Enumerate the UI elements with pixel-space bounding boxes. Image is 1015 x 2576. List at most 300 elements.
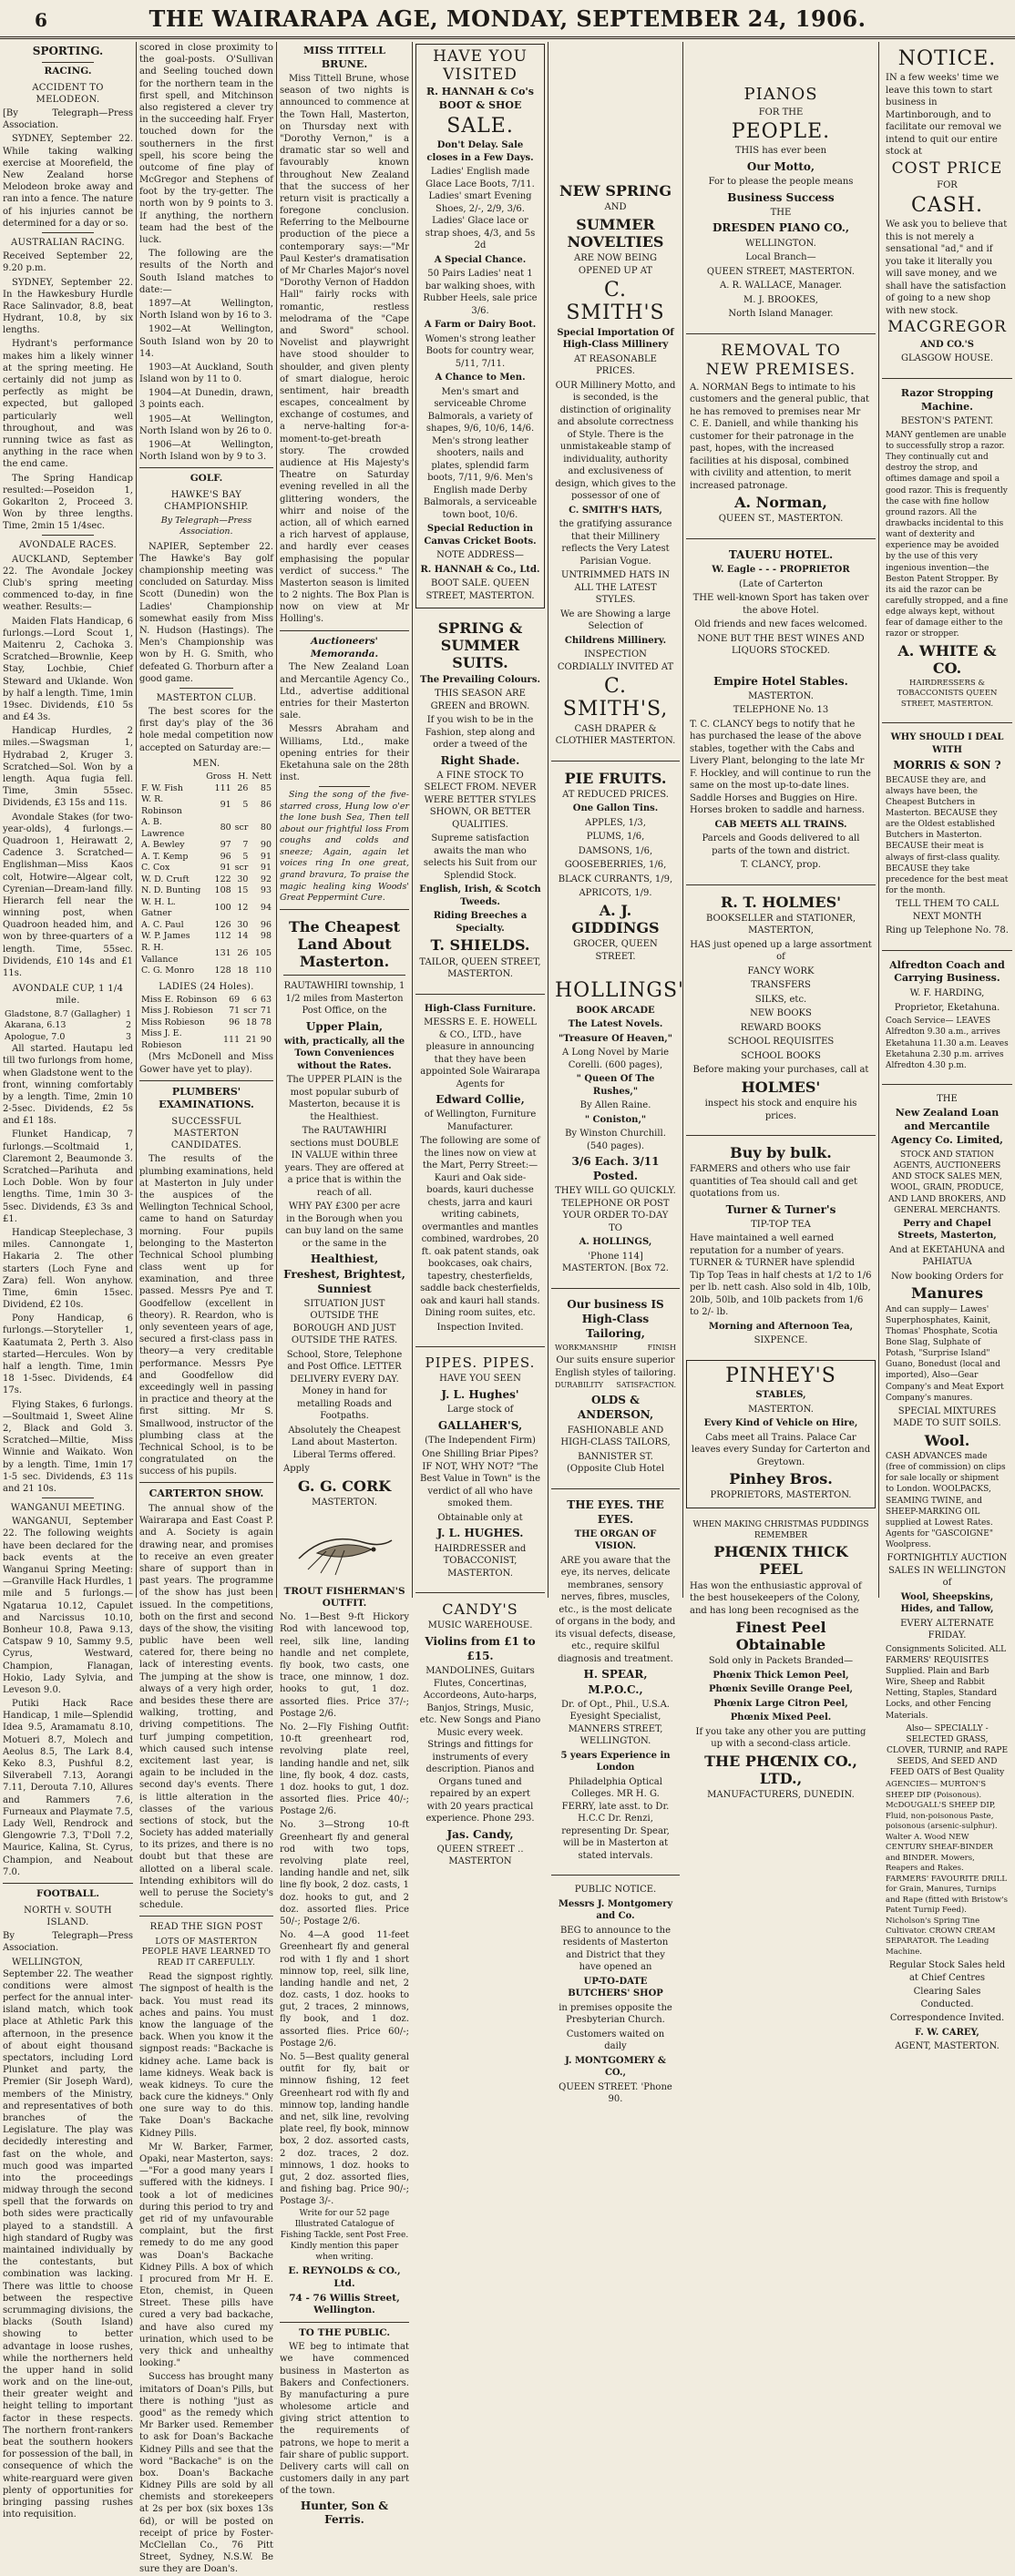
ad-highlight: Wool, Sheepskins, Hides, and Tallow, bbox=[900, 1591, 994, 1615]
player-cell: A. Bewley bbox=[141, 840, 185, 851]
ad-headline: Buy by bulk. bbox=[730, 1144, 832, 1162]
player-cell: W. D. Cruft bbox=[141, 874, 190, 884]
label: DURABILITY bbox=[555, 1381, 604, 1390]
list-item: REWARD BOOKS bbox=[740, 1022, 822, 1033]
ad-name: New Zealand Loan and Mercantile Agency Co. Limited, bbox=[890, 1107, 1004, 1147]
ad-address: GROCER, QUEEN STREET. bbox=[573, 939, 658, 962]
column-ads-3 bbox=[683, 42, 878, 1801]
ad-name: Turner & Turner's bbox=[725, 1202, 836, 1216]
horse-cell: Akarana, 6.13 bbox=[5, 1020, 67, 1031]
ad-headline: PEOPLE. bbox=[731, 120, 831, 144]
ad-text: FOR THE bbox=[758, 107, 804, 118]
ad-name: OLDS & ANDERSON, bbox=[577, 1394, 654, 1422]
score-cell: 30 bbox=[237, 919, 249, 930]
article-text: SYDNEY, September 22. In the Hawkesbury Hurdle Race Salinvador, 8.8, beat Hydrant, 10.8, by six lengths. bbox=[3, 277, 133, 336]
score-cell: 78 bbox=[260, 1017, 272, 1027]
score-cell: scr bbox=[234, 863, 249, 874]
result-line: 1903—At Auckland, South Island won by 11 to 0. bbox=[139, 362, 273, 385]
divider bbox=[280, 630, 409, 631]
divider bbox=[551, 1288, 680, 1289]
ad-text: AGENCIES— MURTON'S SHEEP DIP (Poisonous). McDOUGALL'S SHEEP DIP, Fluid, non-poisonous Paste, poisonous (arsenic-sulphur). Walter A. Wood NEW CENTURY SHEAF-BINDER and BINDER. Mowers, Reapers and Rakes. FARMERS' FAVOURITE DRILL for Grain, Manures, Turnips and Rape (fitted with Bristow's Patent Turnip Feed). Nicholson's Spring Tine Cultivator. CROWN CREAM SEPARATOR. The Leading Machine. bbox=[886, 1780, 1008, 1957]
place-cell: 1 bbox=[125, 1008, 131, 1019]
ad-text: By Winston Churchill. (540 pages). bbox=[565, 1129, 666, 1151]
ad-highlight: Healthiest, Freshest, Brightest, Sunniest bbox=[283, 1252, 405, 1295]
ad-text: THE well-known Sport has taken over the above Hotel. bbox=[692, 593, 869, 616]
table-row bbox=[139, 874, 273, 886]
divider bbox=[280, 909, 409, 910]
subsection-heading: GOLF. bbox=[190, 473, 223, 485]
ad-text: North Island Manager. bbox=[728, 309, 834, 320]
score-cell: 100 bbox=[214, 903, 231, 914]
ad-text: BESTON'S PATENT. bbox=[900, 416, 994, 427]
ad-text: By Allen Raine. bbox=[579, 1100, 651, 1111]
column-golf bbox=[137, 42, 276, 2575]
score-cell: 92 bbox=[260, 874, 272, 884]
ad-address: QUEEN STREET, MASTERTON. bbox=[706, 266, 856, 277]
ad-address: PROPRIETORS, MASTERTON. bbox=[710, 1490, 852, 1501]
score-cell: 105 bbox=[254, 948, 272, 959]
divider bbox=[42, 62, 94, 63]
ad-name: MORRIS & SON ? bbox=[893, 759, 1001, 772]
ad-text: OUR Millinery Motto, and is seconded, is the distinction of originality and absolute correctness of Style. There is the unmistakeable stamp of individuality, authority and exclusiveness of design, which gives to the possessor of one of bbox=[555, 380, 676, 502]
ad-holmes bbox=[686, 890, 876, 1128]
ad-highlight: Finest Peel Obtainable bbox=[735, 1619, 826, 1654]
ad-address: MANUFACTURERS, DUNEDIN. bbox=[707, 1790, 855, 1801]
ad-text: THIS has ever been bbox=[734, 146, 827, 157]
ad-name: A. HOLLINGS, bbox=[579, 1237, 652, 1248]
ad-text: M. J. BROOKES, bbox=[743, 294, 818, 305]
score-cell: 5 bbox=[242, 851, 249, 862]
ad-text: Absolutely the Cheapest Land about Masterton. Liberal Terms offered. bbox=[288, 1425, 401, 1460]
ad-hannah bbox=[415, 44, 545, 608]
ad-text: One Shilling Briar Pipes? IF NOT, WHY NOT? "The Best Value in Town" is the verdict of all who have smoked them. bbox=[420, 1449, 540, 1509]
article-text: (Mrs McDonell and Miss Gower have yet to play). bbox=[139, 1052, 273, 1075]
ad-headline: PUBLIC NOTICE. bbox=[574, 1885, 657, 1896]
ad-text: TIP-TOP TEA bbox=[751, 1219, 811, 1230]
ad-highlight: Every Kind of Vehicle on Hire, bbox=[703, 1418, 858, 1429]
ad-headline: NEW PREMISES. bbox=[705, 361, 856, 380]
ad-text: Sold only in Packets Branded— bbox=[708, 1656, 854, 1667]
score-cell: 131 bbox=[214, 948, 231, 959]
list-item: SILKS, etc. bbox=[754, 994, 807, 1005]
divider bbox=[415, 994, 545, 995]
article-text: AUCKLAND, September 22. The Avondale Jockey Club's spring meeting commenced to-day, in fine weather. Results:— bbox=[3, 554, 133, 613]
score-cell: 126 bbox=[214, 919, 231, 930]
ad-highlight: Business Success bbox=[727, 190, 835, 204]
ad-name: G. G. CORK bbox=[297, 1477, 392, 1495]
table-row bbox=[139, 966, 273, 977]
ad-macgregor bbox=[882, 44, 1012, 371]
ad-note: Write for our 52 page Illustrated Catalogue of Fishing Tackle, sent Post Free. Kindly mention this paper when writing. bbox=[280, 2209, 409, 2262]
ad-highlight: Childrens Millinery. bbox=[564, 635, 667, 646]
ad-headline: COST PRICE bbox=[891, 158, 1003, 178]
ad-text: The RAUTAWHIRI sections must DOUBLE IN VALUE within three years. They are offered at a price that is within the reach of all. bbox=[284, 1126, 405, 1198]
product-item: No. 4—A good 11-feet Greenheart fly and general rod with 1 fly and 1 short minnow top, reel, silk line, landing handle and net, 2 doz. casts, 1 doz. hooks to gut, 2 traces, 2 minnows, fly book, and 1 doz. assorted flies. Price 60/-; Postage 2/6. bbox=[280, 1930, 409, 2049]
player-cell: A. B. Lawrence bbox=[141, 817, 185, 839]
ad-text: AND bbox=[604, 202, 627, 213]
ad-text: A FINE STOCK TO SELECT FROM. NEVER WERE BETTER STYLES SHOWN, OR BETTER QUALITIES. bbox=[424, 770, 537, 830]
ad-name: R. T. HOLMES' bbox=[720, 893, 842, 911]
product-item: No. 1—Best 9-ft Hickory Rod with lancewood top, reel, silk line, landing handle and net complete, fly book, two casts, one trace, one minnow, 1 doz. hooks to gut, 1 doz. assorted flies. Price 37/-; Postage 2/6. bbox=[280, 1612, 409, 1719]
article-text: The following are the results of the North and South Island matches to date:— bbox=[139, 249, 273, 295]
ad-highlight: Perry and Chapel Streets, Masterton, bbox=[897, 1218, 997, 1242]
ad-text: STABLES, bbox=[755, 1390, 806, 1401]
ad-headline: TROUT FISHERMAN'S OUTFIT. bbox=[283, 1585, 405, 1610]
ad-text: Men's smart and serviceable Chrome Balmorals, a variety of shapes, 9/6, 10/6, 14/6. Men's strong leather shooters, nails and plates, splendid farm boots, 7/11, 9/6. Men's English made Derby Balmorals, a serviceable town boot, 10/6. bbox=[423, 386, 538, 520]
score-cell: 80 bbox=[220, 823, 231, 833]
ad-name: J. L. Hughes' bbox=[441, 1387, 519, 1401]
score-cell: scr bbox=[234, 823, 249, 833]
ad-text: WHY PAY £300 per acre in the Borough when you can buy land on the same or the same in the bbox=[285, 1201, 404, 1249]
ad-name: R. HANNAH & Co's BOOT & SHOE bbox=[425, 86, 534, 111]
player-cell: W. H. L. Gatner bbox=[141, 896, 176, 919]
article-heading: ACCIDENT TO MELODEON. bbox=[32, 82, 104, 105]
cup-results-table bbox=[3, 1009, 133, 1044]
ad-headline: Our business IS High-Class Tailoring, bbox=[567, 1297, 664, 1341]
ad-morris bbox=[882, 728, 1012, 942]
result-line: 1905—At Wellington, North Island won by 26 to 0. bbox=[139, 414, 273, 436]
table-row bbox=[139, 794, 273, 817]
ad-smith bbox=[551, 179, 680, 753]
ad-text: Regular Stock Sales held at Chief Centres bbox=[888, 1960, 1006, 1983]
divider bbox=[686, 538, 876, 539]
ad-highlight: BOOK ARCADE bbox=[576, 1005, 655, 1016]
ladies-scores-table bbox=[139, 995, 273, 1052]
table-caption: MEN. bbox=[192, 758, 220, 769]
ad-text: Ladies' English made Glace Lace Boots, 7/11. Ladies' smart Evening Shoes, 2/-, 2/9, 3/6. Ladies' Glace lace or strap shoes, 4/3, and 5s 2d bbox=[425, 167, 536, 251]
divider bbox=[686, 884, 876, 885]
article-text: Handicap Hurdles, 2 miles.—Swagsman 1, Hydrabad 2, Kruger 3. Scratched—Sol. Won by a length. Aqua fugia fell. Time, 3min 55sec. Dividends, £3 15s and 11s. bbox=[3, 726, 133, 809]
score-cell: 128 bbox=[214, 966, 231, 976]
ad-address: HAIRDRESSERS & TOBACCONISTS QUEEN STREET, MASTERTON. bbox=[897, 678, 998, 709]
divider bbox=[882, 950, 1012, 951]
ad-text: HAVE YOU SEEN bbox=[439, 1374, 521, 1385]
ad-highlight: A Special Chance. bbox=[434, 254, 527, 265]
ad-text: We ask you to believe that this is not merely a sensational "ad," and if you take it literally you will save money, and we shall have the satisfaction of going to a new shop with new stock. bbox=[886, 220, 1008, 316]
ad-text: SPECIAL MIXTURES MADE TO SUIT SOILS. bbox=[893, 1406, 1001, 1429]
ad-text: Old friends and new faces welcomed. bbox=[694, 619, 867, 630]
divider bbox=[686, 333, 876, 334]
table-row bbox=[3, 1009, 133, 1021]
table-row bbox=[139, 920, 273, 932]
article-text: All started. Hautapu led till two furlongs from home, when Gladstone went to the front, winning comfortably by a length. Time, 2min 10 2-5sec. Dividends, £2 5s and £1 18s. bbox=[3, 1044, 133, 1127]
ad-text: MESSRS E. E. HOWELL & CO., LTD., have pleasure in announcing that they have been appointed Sole Wairarapa Agents for bbox=[420, 1017, 540, 1089]
ad-highlight: 3/6 Each. 3/11 Posted. bbox=[571, 1155, 660, 1183]
ad-land bbox=[280, 915, 409, 1515]
list-item: DAMSONS, 1/6, bbox=[578, 845, 653, 856]
result-line: 1906—At Wellington, North Island won by 9 to 3. bbox=[139, 440, 273, 463]
ad-hollings bbox=[551, 976, 685, 1281]
ad-headline: PIE FRUITS. bbox=[564, 769, 667, 787]
player-cell: A. T. Kemp bbox=[141, 851, 189, 862]
ad-text: of Wellington, Furniture Manufacturer. bbox=[424, 1109, 537, 1132]
ad-name: DRESDEN PIANO CO., bbox=[712, 221, 850, 235]
player-cell: Miss E. Robinson bbox=[141, 994, 218, 1005]
ad-text: The UPPER PLAIN is the most popular suburb of Masterton, because it is the Healthiest. bbox=[286, 1075, 403, 1122]
ad-shields bbox=[415, 616, 545, 986]
list-item: Phœnix Seville Orange Peel, bbox=[708, 1684, 854, 1695]
table-row bbox=[139, 1028, 273, 1051]
score-cell: 90 bbox=[260, 1034, 272, 1045]
article-heading: AUSTRALIAN RACING. bbox=[11, 237, 125, 248]
ad-text: AT REDUCED PRICES. bbox=[562, 789, 669, 800]
ad-text: SITUATION JUST OUTSIDE THE BOROUGH AND JUST OUTSIDE THE RATES. bbox=[291, 1298, 398, 1346]
score-cell: 26 bbox=[237, 782, 249, 793]
score-cell: 108 bbox=[214, 885, 231, 896]
ad-highlight: Special Reduction in Canvas Cricket Boots. bbox=[424, 524, 537, 547]
result-line: 1902—At Wellington, South Island won by 20 to 14. bbox=[139, 324, 273, 359]
ad-highlight: English, Irish, & Scotch Tweeds. bbox=[419, 884, 541, 907]
ad-headline: Razor Stropping Machine. bbox=[900, 386, 994, 413]
ad-headline: REMOVAL TO bbox=[721, 341, 841, 360]
list-item: FANCY WORK bbox=[747, 966, 815, 976]
ad-text: Philadelphia Optical Colleges. MR H. G. FERRY, late asst. to Dr. H.C.C Dr. Renzi, representing Dr. Spear, will be in Masterton at stated intervals. bbox=[561, 1776, 670, 1861]
byline: Received September 22, 9.20 p.m. bbox=[3, 251, 133, 274]
ad-text: Have maintained a well earned reputation for a number of years. TURNER & TURNER have splendid Tip Top Teas in half chests at 1/2 to 1/6 per lb. nett cash. Also sold in 4lb, 10lb, 20lb, 50lb, and 10lb packets from 1/6 to 2/- lb. bbox=[690, 1233, 872, 1318]
divider bbox=[882, 378, 1012, 379]
table-row bbox=[139, 897, 273, 920]
table-row bbox=[139, 885, 273, 897]
ad-headline: PIPES. PIPES. bbox=[425, 1354, 536, 1372]
article-heading: CARTERTON SHOW. bbox=[149, 1487, 264, 1500]
ad-address: HAIRDRESSER and TOBACCONIST, MASTERTON. bbox=[434, 1543, 527, 1579]
ad-text: THEY WILL GO QUICKLY. TELEPHONE OR POST YOUR ORDER TO-DAY TO bbox=[555, 1186, 676, 1233]
ad-headline: TO THE PUBLIC. bbox=[298, 2327, 391, 2339]
ad-headline: The Cheapest Land About Masterton. bbox=[289, 917, 400, 970]
article-text: NAPIER, September 22. The Hawke's Bay golf championship meeting was concluded on Saturday. Miss Scott (Dunedin) won the Ladies' Championship somewhat easily from Miss N. Hudson (Hastings). The Men's Championship was won by H. G. Smith, who defeated G. Thorburn after a good game. bbox=[139, 541, 273, 684]
page-number: 6 bbox=[35, 9, 47, 31]
ad-text: THIS SEASON ARE GREEN and BROWN. bbox=[430, 689, 530, 711]
ad-headline: WHY SHOULD I DEAL WITH bbox=[890, 732, 1004, 755]
divider bbox=[179, 688, 233, 689]
ad-name: A. Norman, bbox=[734, 494, 827, 512]
ad-address: GLASGOW HOUSE. bbox=[900, 353, 994, 364]
ad-name: H. SPEAR, M.P.O.C., bbox=[583, 1668, 648, 1696]
table-row bbox=[139, 783, 273, 795]
list-item: NEW BOOKS bbox=[750, 1008, 812, 1019]
score-cell: 69 bbox=[229, 994, 241, 1005]
ad-name: R. HANNAH & Co., Ltd. bbox=[420, 564, 540, 575]
divider bbox=[882, 722, 1012, 723]
ad-text: A. NORMAN Begs to intimate to his customers and the general public, that he has removed to premises near Mr C. E. Daniell, and while thanking his customer for their patronage in the past, hopes, with the increased facilities at his disposal, combined with civility and attention, to merit increased patronage. bbox=[690, 382, 870, 491]
ad-name: T. SHIELDS. bbox=[430, 936, 530, 955]
player-cell: Miss J. Robieson bbox=[141, 1006, 213, 1017]
divider bbox=[280, 2322, 409, 2323]
score-cell: 18 bbox=[245, 1017, 257, 1027]
ad-text: BEG to announce to the residents of Masterton and District that they have opened an bbox=[559, 1925, 672, 1973]
list-item: PLUMS, 1/6, bbox=[586, 832, 645, 843]
ad-highlight: Upper Plain, bbox=[305, 1019, 384, 1033]
table-row bbox=[139, 852, 273, 864]
ad-headline: SALE. bbox=[446, 114, 514, 138]
ad-address: QUEEN ST., MASTERTON. bbox=[718, 514, 844, 525]
ad-text: AND CO.'S bbox=[920, 339, 974, 350]
ad-name: Messrs J. Montgomery and Co. bbox=[558, 1898, 673, 1922]
verse: Sing the song of the five-starred cross, Hung low o'er the lone bush Sea, Then tell about our frightful loss From coughs and colds and sneeze; Again, again let voices ring In one great, grand bravura, To praise the magic healing king Woods' Great Peppermint Cure. bbox=[280, 790, 409, 904]
score-cell: 91 bbox=[260, 863, 272, 874]
ad-highlight: Our Motto, bbox=[746, 159, 815, 173]
ad-text: A Long Novel by Marie Corelli. (600 pages), bbox=[561, 1048, 670, 1070]
novel-title: " Queen Of The Rushes," bbox=[576, 1074, 655, 1097]
horse-cell: Apologue, 7.0 bbox=[5, 1031, 66, 1042]
score-cell: 96 bbox=[220, 851, 231, 862]
ad-highlight: CAB MEETS ALL TRAINS. bbox=[714, 819, 847, 830]
divider bbox=[551, 761, 680, 762]
ad-address: BANNISTER ST. (Opposite Club Hotel bbox=[566, 1451, 665, 1475]
table-row bbox=[139, 840, 273, 852]
score-cell: 97 bbox=[220, 840, 231, 851]
ad-text: Obtainable only at bbox=[437, 1512, 523, 1523]
subsection-heading: FOOTBALL. bbox=[36, 1887, 99, 1899]
ad-headline: Alfredton Coach and Carrying Business. bbox=[889, 958, 1005, 985]
article-text: Read the signpost rightly. The signpost of health is the back. You must read its aches and pains. You must know the language of the back. When you know it the signpost reads: "Backache is kidney ache. Lame back is lame kidneys. Weak back is weak kidneys. To cure the back cure the kidneys." Only one sure way to do this. Take Doan's Backache Kidney Pills. bbox=[139, 1972, 273, 2139]
ad-text: NOTE ADDRESS— bbox=[436, 550, 524, 561]
column-header: H. bbox=[238, 772, 249, 782]
ad-highlight: THE ORGAN OF VISION. bbox=[574, 1528, 657, 1552]
score-cell: 7 bbox=[242, 840, 249, 851]
ad-text: We are Showing a large Selection of bbox=[560, 608, 671, 632]
divider bbox=[882, 1084, 1012, 1085]
article-heading: AVONDALE CUP, 1 1/4 mile. bbox=[12, 984, 124, 1007]
result-line: 1897—At Wellington, North Island won by 16 to 3. bbox=[139, 298, 273, 322]
masthead bbox=[0, 0, 1015, 39]
score-cell: scr bbox=[243, 1006, 257, 1017]
ad-highlight: The Prevailing Colours. bbox=[420, 674, 540, 685]
score-cell: 85 bbox=[260, 782, 272, 793]
divider bbox=[139, 1916, 273, 1917]
divider bbox=[139, 1482, 273, 1483]
list-item: Phœnix Thick Lemon Peel, bbox=[713, 1670, 849, 1681]
player-cell: W. P. James bbox=[141, 931, 190, 942]
ad-spear bbox=[551, 1494, 680, 1868]
score-cell: 93 bbox=[260, 885, 272, 896]
ad-text: And at EKETAHUNA and PAHIATUA bbox=[889, 1244, 1005, 1268]
label: FINISH bbox=[647, 1343, 676, 1352]
byline: [By Telegraph—Press Association. bbox=[3, 108, 133, 131]
ad-text: EVERY ALTERNATE FRIDAY. bbox=[900, 1618, 994, 1641]
ad-address: QUEEN STREET. 'Phone 90. bbox=[559, 2081, 672, 2105]
player-cell: A. C. Paul bbox=[141, 919, 184, 930]
ad-text: If you take any other you are putting up with a second-class article. bbox=[695, 1726, 866, 1750]
list-item: SCHOOL BOOKS bbox=[741, 1050, 821, 1061]
ad-text: Inspection Invited. bbox=[436, 1322, 524, 1333]
ad-text: FARMERS and others who use fair quantities of Tea should call and get quotations from us. bbox=[690, 1164, 858, 1200]
divider bbox=[415, 1592, 545, 1593]
ad-text: Clearing Sales Conducted. bbox=[913, 1987, 981, 2009]
ad-text: IN a few weeks' time we leave this town to start business in Martinborough, and to facilitate our removal we intend to quit our entire stock at bbox=[886, 73, 1002, 158]
table-row bbox=[139, 943, 273, 966]
ad-name: F. W. CAREY, bbox=[915, 2027, 979, 2038]
divider bbox=[139, 1080, 273, 1081]
article-text: Messrs Abraham and Williams, Ltd., make opening entries for their Eketahuna sale on the 28th inst. bbox=[280, 724, 409, 783]
score-cell: 111 bbox=[223, 1034, 241, 1045]
ad-montgomery bbox=[551, 1880, 680, 2111]
product-item: No. 2—Fly Fishing Outfit: 10-ft greenheart rod, revolving plate reel, landing handle and net, silk line, fly book, 4 doz. casts, 1 doz. hooks to gut, 1 doz. assorted flies. Price 40/-; Postage 2/6. bbox=[280, 1722, 409, 1817]
ad-name: A. WHITE & CO. bbox=[897, 641, 997, 677]
ad-text: T. C. CLANCY begs to notify that he has purchased the lease of the above stables, together with the Cabs and Livery Plant, belonging to the late Mr F. Hockley, and will continue to run the same on the most up-to-date lines. Saddle Horses and Buggies on Hire. Horses broken to saddle and harness. bbox=[690, 719, 871, 816]
ad-name: A. J. GIDDINGS bbox=[571, 901, 660, 937]
table-row bbox=[139, 1017, 273, 1029]
label: SATISFACTION. bbox=[616, 1381, 676, 1390]
ad-text: MASTERTON. bbox=[748, 690, 814, 701]
ad-text: Now booking Orders for bbox=[890, 1271, 1004, 1282]
ad-text: Large stock of bbox=[446, 1405, 514, 1416]
ad-text: TELL THEM TO CALL NEXT MONTH bbox=[896, 899, 999, 922]
article-text: Flunket Handicap, 7 furlongs.—Scoltmaid 1, Claremont 2, Beaumonde 3. Scratched—Parihuta and Loch Doble. Won by four lengths. Time, 1min 30 3-5sec. Dividends, £3 3s and £1. bbox=[3, 1130, 133, 1224]
column-sporting bbox=[0, 42, 136, 2520]
article-text: SYDNEY, September 22. While taking walking exercise at Moorefield, the New Zealand horse Melodeon broke away and ran into a fence. The nature of his injuries cannot be determined for a day or so. bbox=[3, 134, 133, 229]
score-cell: 94 bbox=[260, 903, 272, 914]
ad-text: the gratifying assurance that their Millinery reflects the Very Latest Parisian Vogue. bbox=[559, 519, 672, 567]
ad-text: RAUTAWHIRI township, 1 1/2 miles from Masterton Post Office, on the bbox=[283, 981, 405, 1017]
ad-text: Customers waited on daily bbox=[566, 2029, 665, 2052]
label: WORKMANSHIP bbox=[555, 1343, 618, 1352]
novel-title: " Coniston," bbox=[584, 1114, 647, 1125]
article-text: scored in close proximity to the goal-posts. O'Sullivan and Seeling touched down for the northern team in the first spell, and Mitchinson also registered a clever try in the succeeding half. Fryer touched down for the southerners in the first spell, his score being the outcome of fine play of McGregor and Stephens of foot by the try-getter. The north won by 9 points to 3. If anything, the northern team had the best of the luck. bbox=[139, 43, 273, 245]
table-row bbox=[139, 817, 273, 840]
score-cell: 110 bbox=[254, 966, 272, 976]
ad-empire-stables bbox=[686, 670, 876, 877]
ad-name: PINHEY'S bbox=[725, 1364, 836, 1387]
article-text: WELLINGTON, September 22. The weather conditions were almost perfect for the annual inter-island match, which took place at Athletic Park this afternoon, in the presence of about eight thousand spectators, including Lord Plunket and party, the Premier (Sir Joseph Ward), members of the Ministry, and representatives of both branches of the Legislature. The play was decidedly interesting and fast on the whole, and much good was imparted into the proceedings midway through the second spell that the forwards on both sides were practically played to a standstill. A high standard of Rugby was maintained individually by the contestants, but combination was lacking. There was little to choose between the respective scrummaging divisions, the blacks (South Island) showing to better advantage in loose rushes, while the northerners held the upper hand in solid work and on the line-out, their greater weight and height telling to important factor in these respects. The northern front-rankers beat the southern hookers for possession of the ball, in consequence of which the white-rearguard were given plenty of opportunities for bringing passing rushes into requisition. bbox=[3, 1957, 133, 2520]
player-cell: Miss J. E. Robieson bbox=[141, 1028, 182, 1050]
article-text: Maiden Flats Handicap, 6 furlongs.—Lord Scout 1, Maitenru 2, Cachoka 3. Scratched—Brownlie, Keep Stay, Lochbie, Chief Steward and Uklande. Won by half a length. Time, 1min 19sec. Dividends, £10 5s and £4 3s. bbox=[3, 616, 133, 723]
divider bbox=[551, 1488, 680, 1489]
ad-address: CASH DRAPER & CLOTHIER MASTERTON. bbox=[555, 723, 676, 747]
ad-text: And can supply— Lawes' Superphosphates, Kainit, Thomas' Phosphate, Scotia Bone Slag, Sulphate of Potash, "Surprise Island" Guano, Bonedust (local and imported), Also—Gear Company's and Meat Export Company's manures. bbox=[886, 1304, 1004, 1403]
article-heading: READ THE SIGN POST bbox=[149, 1922, 263, 1933]
section-heading: SPORTING. bbox=[32, 45, 104, 57]
ad-text: WELLINGTON. bbox=[745, 238, 816, 249]
score-cell: 90 bbox=[260, 840, 272, 851]
subsection-heading: RACING. bbox=[44, 65, 92, 77]
table-row bbox=[139, 995, 273, 1007]
ad-name: J. MONTGOMERY & CO., bbox=[565, 2055, 666, 2079]
article-text: WANGANUI, September 22. The following weights have been declared for the back events at the Wanganui Spring Meeting:—Granville Hack Hurdles, 1 mile and 5 furlongs.—Ngatarua 10.12, Capulet and Narcissus 10.10, Bonheur 10.8, Pawa 9.13, Catspaw 9 10, Sammy 9.5, Cyrus, Westward, Champion, Flanagan, Hokio, Lady Sylvia, and Leveson 9.0. bbox=[3, 1517, 133, 1695]
ad-taueru bbox=[686, 544, 876, 663]
score-cell: 14 bbox=[237, 931, 249, 942]
ad-highlight: A Farm or Dairy Boot. bbox=[424, 320, 537, 331]
list-item: GOOSEBERRIES, 1/6, bbox=[564, 860, 667, 871]
divider bbox=[319, 786, 371, 787]
byline: By Telegraph—Press Association. bbox=[160, 515, 252, 537]
men-scores-table bbox=[139, 772, 273, 977]
ad-headline: PIANOS bbox=[743, 85, 818, 104]
ad-headline: Empire Hotel Stables. bbox=[713, 674, 848, 688]
ad-name: W. F. HARDING, bbox=[909, 988, 985, 999]
ad-highlight: Right Shade. bbox=[440, 753, 520, 767]
ad-name: E. REYNOLDS & CO., Ltd. bbox=[288, 2264, 401, 2289]
ad-text: (Late of Carterton bbox=[738, 578, 824, 589]
list-item: APRICOTS, 1/9. bbox=[579, 888, 652, 899]
ad-text: THE bbox=[770, 207, 792, 218]
article-text: Miss Tittell Brune, whose season of two nights is announced to commence at the Town Hall, Masterton, on Thursday next with "Dorothy Vernon," is a dramatic star so well and favourably known throughout New Zealand that the success of her return visit is practically a foregone conclusion. Referring to the Melbourne production of the piece a contemporary says:—"Mr Paul Kester's dramatisation of Mr Charles Major's novel "Dorothy Vernon of Haddon Hall" fairly rocks with romantic, restless melodrama of the "Cape and Sword" school. Novelist and playwright have stood shoulder to shoulder, and given plenty of smart dialogue, heroic sentiment, hair breadth escapes, concealment by exchange of costumes, and a nerve-halting for-a-moment-to-get-breath story. The crowded audience at His Majesty's Theatre on Saturday evening revelled in all the glittering wonders, the whirr and noise of the action, all of which earned a rich harvest of applause, and hardly ever ceases emphasising the popular verdict of success." The Masterton season is limited to 2 nights. The Box Plan is now on view at Mr Holling's. bbox=[280, 74, 409, 625]
divider bbox=[42, 535, 94, 536]
article-text: Handicap Steeplechase, 3 miles. Cannongate 1, Hakaria 2. The other starters (Loch Fyne and Zara) fell. Won anyhow. Time, 6min 15sec. Dividend, £2 10s. bbox=[3, 1227, 133, 1311]
ad-highlight: 5 years Experience in London bbox=[560, 1750, 671, 1774]
score-cell: 71 bbox=[260, 1006, 272, 1017]
column-ads-1 bbox=[413, 42, 548, 1867]
ad-text: MUSIC WAREHOUSE. bbox=[427, 1620, 533, 1631]
list-item: APPLES, 1/3, bbox=[585, 817, 646, 828]
ad-text: 50 Pairs Ladies' neat 1 bar walking shoes, with Rubber Heels, sale price 3/6. bbox=[423, 269, 538, 316]
table-row bbox=[139, 863, 273, 874]
ad-headline: NEW SPRING bbox=[559, 182, 672, 199]
player-cell: W. R. Robinson bbox=[141, 794, 182, 816]
article-text: Hydrant's performance makes him a likely winner at the spring meeting. He certainly did not jump as perfectly as might be expected, but galloped particularly well throughout, and was running twice as fast as anything in the race when the end came. bbox=[3, 339, 133, 470]
ad-text: inspect his stock and enquire his prices. bbox=[704, 1099, 857, 1121]
ad-text: Also— SPECIALLY - SELECTED GRASS, CLOVER, TURNIP, and RAPE SEEDS, And SEED AND FEED OATS of Best Quality bbox=[886, 1723, 1009, 1778]
